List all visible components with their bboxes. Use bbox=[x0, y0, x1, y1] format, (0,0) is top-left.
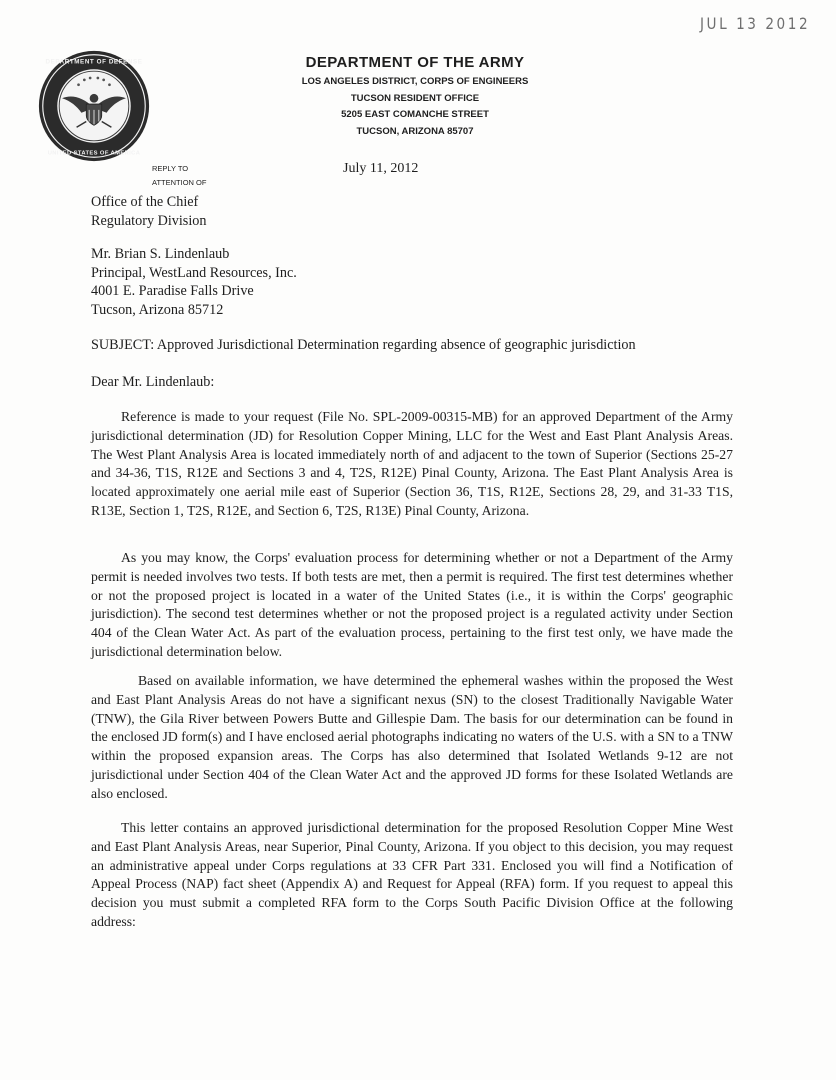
office-line: Regulatory Division bbox=[91, 212, 207, 229]
svg-text:UNITED STATES OF AMERICA: UNITED STATES OF AMERICA bbox=[47, 150, 141, 157]
dept-of-defense-seal-icon bbox=[36, 48, 152, 164]
body-paragraph: As you may know, the Corps' evaluation process for determining whether or not a Department of the Army permit is needed involves two tests. If both tests are met, then a permit is required. The first test determines whether or not the proposed project is located in a water of the United States (i.e., it is within the Corps' geographic jurisdiction). The second test determines whether or not the proposed project is a regulated activity under Section 404 of the Clean Water Act. As part of the evaluation process, pertaining to the first test only, we have made the jurisdictional determination below. bbox=[91, 550, 733, 659]
recipient-line: 4001 E. Paradise Falls Drive bbox=[91, 283, 254, 300]
recipient-address bbox=[91, 245, 297, 320]
recipient-line: Mr. Brian S. Lindenlaub bbox=[91, 246, 230, 262]
letter-date: July 11, 2012 bbox=[343, 161, 419, 176]
svg-text:DEPARTMENT OF DEFENSE: DEPARTMENT OF DEFENSE bbox=[45, 58, 143, 66]
letterhead-line: TUCSON RESIDENT OFFICE bbox=[350, 92, 480, 104]
reply-to-attention bbox=[152, 160, 206, 191]
letterhead-line: TUCSON, ARIZONA 85707 bbox=[356, 125, 474, 137]
reply-to-label: REPLY TO bbox=[152, 164, 189, 173]
office-line: Office of the Chief bbox=[91, 194, 199, 210]
body-paragraph: This letter contains an approved jurisdictional determination for the proposed Resolution Copper Mine West and East Plant Analysis Areas, near Superior, Pinal County, Arizona. If you object to this decision, you may request an administrative appeal under Corps regulations at 33 CFR Part 331. Enclosed you will find a Notification of Appeal Process (NAP) fact sheet (Appendix A) and Request for Appeal (RFA) form. If you request to appeal this decision you must submit a completed RFA form to the Corps South Pacific Division Office at the following address: bbox=[91, 820, 733, 929]
letterhead-line: LOS ANGELES DISTRICT, CORPS OF ENGINEERS bbox=[301, 76, 529, 87]
letterhead bbox=[250, 54, 580, 140]
subject-line: SUBJECT: Approved Jurisdictional Determination regarding absence of geographic jurisdiction bbox=[91, 337, 636, 353]
letterhead-line: 5205 EAST COMANCHE STREET bbox=[341, 109, 489, 120]
letterhead-title: DEPARTMENT OF THE ARMY bbox=[305, 54, 525, 71]
attention-of-label: ATTENTION OF bbox=[152, 178, 207, 187]
body-paragraph: Reference is made to your request (File No. SPL-2009-00315-MB) for an approved Department of the Army jurisdictional determination (JD) for Resolution Copper Mining, LLC for the West and East Plant Analysis Areas. The West Plant Analysis Area is located immediately north of and adjacent to the town of Superior (Sections 25-27 and 34-36, T1S, R12E and Sections 3 and 4, T2S, R12E) Pinal County, Arizona. The East Plant Analysis Area is located approximately one aerial mile east of Superior (Section 36, T1S, R12E, Sections 28, 29, and 31-33 T1S, R13E, Section 1, T2S, R12E, and Section 6, T2S, R13E) Pinal County, Arizona. bbox=[91, 409, 733, 518]
recipient-line: Principal, WestLand Resources, Inc. bbox=[91, 264, 297, 281]
sender-office bbox=[91, 193, 206, 230]
received-date-stamp: JUL 13 2012 bbox=[700, 14, 811, 33]
salutation: Dear Mr. Lindenlaub: bbox=[91, 374, 215, 390]
body-paragraph: Based on available information, we have determined the ephemeral washes within the proposed the West and East Plant Analysis Areas do not have a significant nexus (SN) to the closest Traditionally Navigable Water (TNW), the Gila River between Powers Butte and Gillespie Dam. The basis for our determination can be found in the enclosed JD form(s) and I have enclosed aerial photographs indicating no waters of the U.S. with a SN to a TNW within the proposed expansion areas. The Corps has also determined that Isolated Wetlands 9-12 are not jurisdictional under Section 404 of the Clean Water Act and the approved JD forms for these Isolated Wetlands are also enclosed. bbox=[91, 673, 733, 801]
recipient-line: Tucson, Arizona 85712 bbox=[91, 302, 224, 319]
